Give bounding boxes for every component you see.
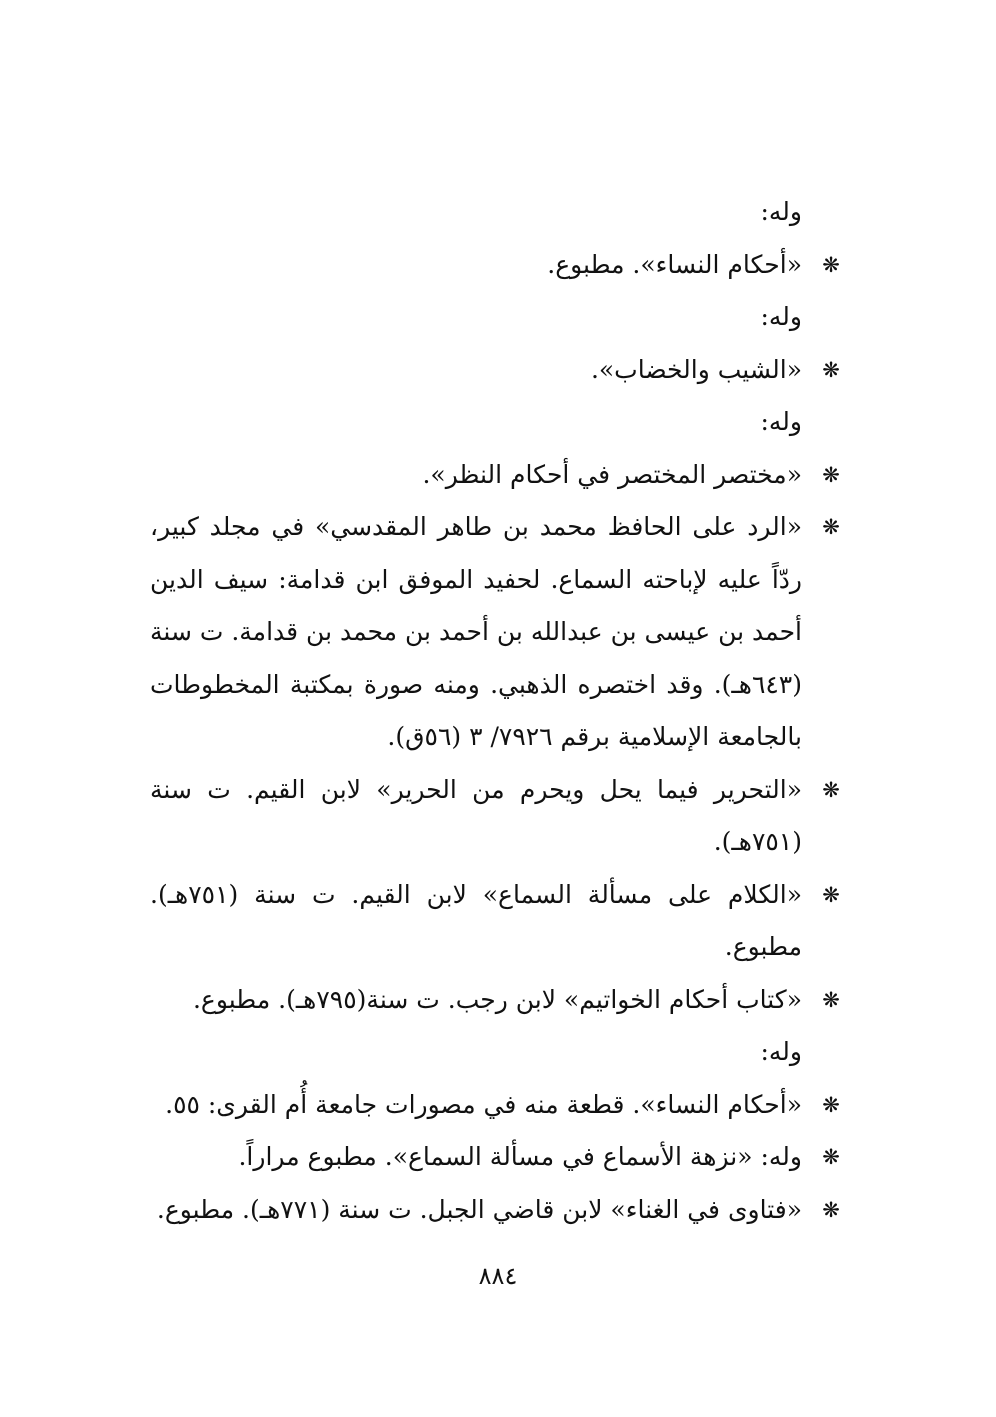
entry-text: «فتاوى في الغناء» لابن قاضي الجبل. ت سنة (٧٧١هـ). مطبوع. — [156, 1194, 802, 1224]
entry — [150, 764, 860, 869]
asterisk-bullet-icon: ❋ — [822, 462, 840, 487]
asterisk-bullet-icon: ❋ — [822, 252, 840, 277]
entry — [150, 974, 860, 1027]
label-line: وله: — [760, 302, 802, 331]
asterisk-bullet-icon: ❋ — [822, 1197, 840, 1222]
entry — [150, 1131, 860, 1184]
entry-text: «الشيب والخضاب». — [590, 354, 802, 384]
entry-text: وله: «نزهة الأسماع في مسألة السماع». مطبوع مراراً. — [238, 1142, 802, 1171]
page-number: ٨٨٤ — [478, 1262, 518, 1290]
entry — [150, 1079, 860, 1132]
entry — [150, 344, 860, 397]
asterisk-bullet-icon: ❋ — [822, 515, 840, 539]
entry — [150, 501, 860, 764]
entry-text: «الكلام على مسألة السماع» لابن القيم. ت سنة (٧٥١هـ). مطبوع. — [150, 879, 802, 961]
label-line: وله: — [760, 407, 802, 436]
label-line: وله: — [760, 1037, 802, 1066]
asterisk-bullet-icon: ❋ — [822, 357, 840, 382]
entry — [150, 239, 860, 292]
asterisk-bullet-icon: ❋ — [822, 1092, 840, 1117]
entry — [150, 869, 860, 974]
entry-text: «مختصر المختصر في أحكام النظر». — [422, 459, 802, 489]
entry — [150, 449, 860, 502]
asterisk-bullet-icon: ❋ — [822, 777, 840, 802]
asterisk-bullet-icon: ❋ — [822, 1145, 840, 1169]
entry-text: «كتاب أحكام الخواتيم» لابن رجب. ت سنة(٧٩٥هـ). مطبوع. — [192, 984, 802, 1014]
entry-text: «الرد على الحافظ محمد بن طاهر المقدسي» في مجلد كبير، ردّاً عليه لإباحته السماع. لحفيد الموفق ابن قدامة: سيف الدين أحمد بن عيسى بن عبدالله بن أحمد بن محمد بن قدامة. ت سنة (٦٤٣هـ). وقد اختصره الذهبي. ومنه صورة بمكتبة المخطوطات بالجامعة الإسلامية برقم ٧٩٢٦/ ٣ (٥٦ق). — [150, 512, 802, 751]
text-block — [150, 186, 860, 1236]
entry — [150, 1184, 860, 1237]
entry-text: «أحكام النساء». مطبوع. — [547, 249, 802, 279]
entry-text: «التحرير فيما يحل ويحرم من الحرير» لابن القيم. ت سنة (٧٥١هـ). — [150, 774, 802, 856]
entry-text: «أحكام النساء». قطعة منه في مصورات جامعة أُم القرى: ٥٥. — [165, 1089, 802, 1119]
asterisk-bullet-icon: ❋ — [822, 987, 840, 1012]
label-line: وله: — [760, 197, 802, 226]
asterisk-bullet-icon: ❋ — [822, 882, 840, 907]
